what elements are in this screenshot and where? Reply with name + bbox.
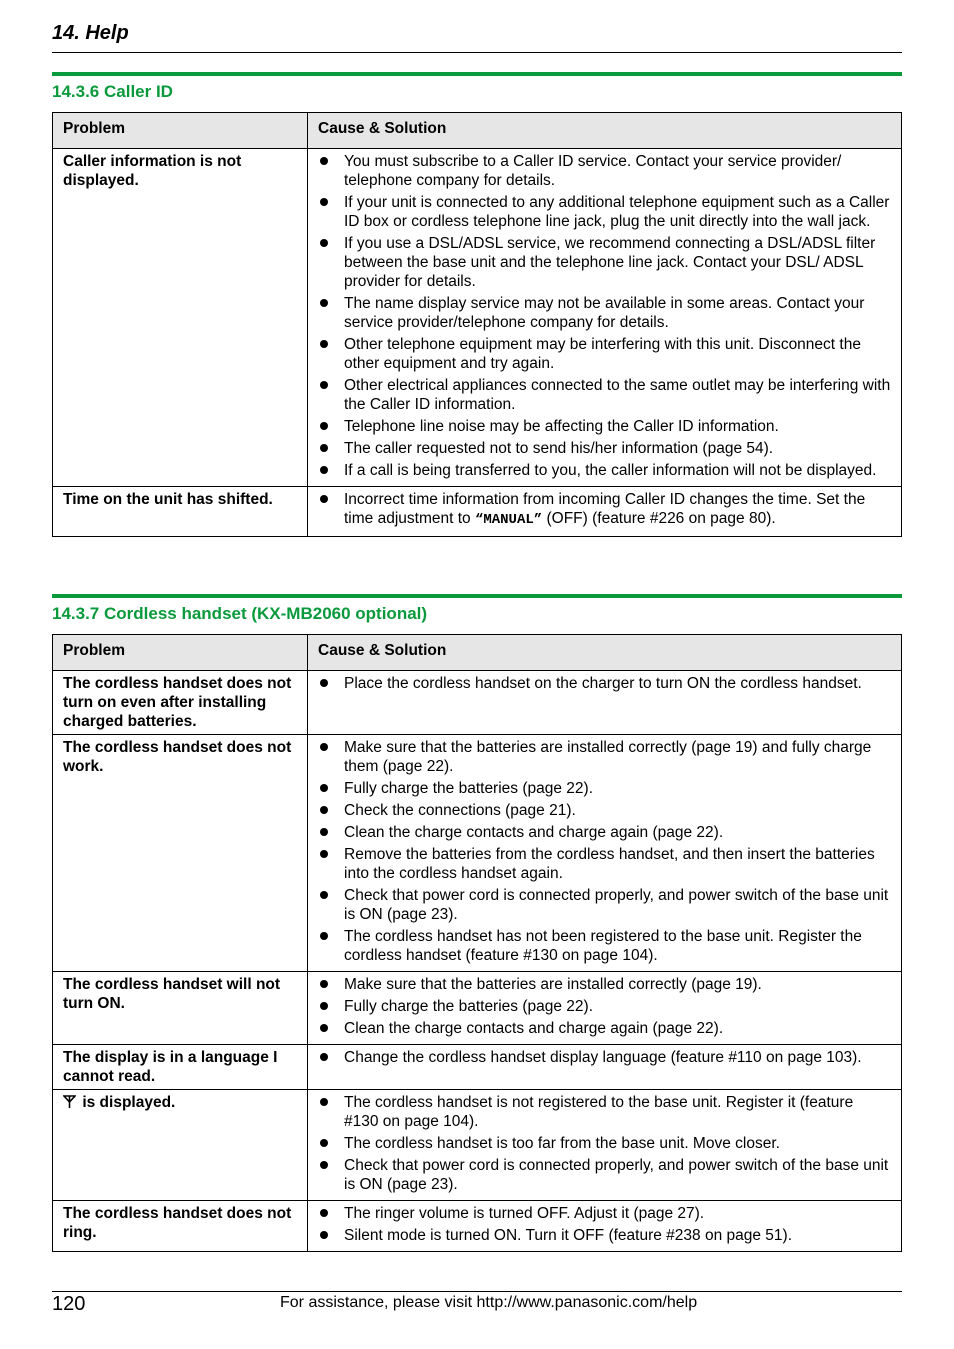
solution-item (318, 490, 891, 530)
solution-cell (308, 149, 902, 487)
solution-list (318, 490, 891, 530)
solution-item: The cordless handset is not registered to the base unit. Register it (feature #130 on page 104). (318, 1093, 891, 1131)
solution-list (318, 1048, 891, 1067)
problem-cell: Caller information is not displayed. (53, 149, 308, 487)
column-header-problem: Problem (53, 635, 308, 671)
solution-item: Change the cordless handset display language (feature #110 on page 103). (318, 1048, 891, 1067)
section-cordless-handset (52, 594, 902, 1252)
solution-text: (OFF) (feature #226 on page 80). (542, 510, 776, 527)
solution-item: If a call is being transferred to you, the caller information will not be displayed. (318, 461, 891, 480)
solution-item: Other telephone equipment may be interfering with this unit. Disconnect the other equipment and try again. (318, 335, 891, 373)
footer-assistance-text: For assistance, please visit http://www.panasonic.com/help (280, 1294, 698, 1311)
solution-item: Check the connections (page 21). (318, 801, 891, 820)
solution-cell (308, 1201, 902, 1252)
solution-list (318, 1204, 891, 1245)
section-bar (52, 594, 902, 598)
solution-item: Check that power cord is connected properly, and power switch of the base unit is ON (page 23). (318, 1156, 891, 1194)
solution-cell (308, 487, 902, 537)
chapter-title: 14. Help (52, 22, 129, 44)
chapter-divider (52, 52, 902, 53)
solution-item: If you use a DSL/ADSL service, we recommend connecting a DSL/ADSL filter between the base unit and the telephone line jack. Contact your DSL/ ADSL provider for details. (318, 234, 891, 291)
section-title: 14.3.6 Caller ID (52, 82, 173, 101)
solution-item: Clean the charge contacts and charge again (page 22). (318, 1019, 891, 1038)
problem-cell: The cordless handset does not work. (53, 735, 308, 972)
column-header-solution: Cause & Solution (308, 113, 902, 149)
table-row (53, 487, 902, 537)
solution-text: Incorrect time information from incoming Caller ID changes the time. Set the time adjustment to (344, 491, 866, 527)
section-title: 14.3.7 Cordless handset (KX-MB2060 optional) (52, 604, 428, 623)
solution-cell (308, 1090, 902, 1201)
solution-item: The ringer volume is turned OFF. Adjust it (page 27). (318, 1204, 891, 1223)
table-row (53, 1090, 902, 1201)
solution-list (318, 674, 891, 693)
table-row (53, 1201, 902, 1252)
manual-mode-label: “MANUAL” (474, 512, 543, 528)
table-header-row (53, 635, 902, 671)
solution-item: Check that power cord is connected properly, and power switch of the base unit is ON (page 23). (318, 886, 891, 924)
solution-list (318, 738, 891, 965)
problem-cell: Time on the unit has shifted. (53, 487, 308, 537)
page-number: 120 (52, 1293, 86, 1315)
table-row (53, 735, 902, 972)
solution-cell (308, 671, 902, 735)
table-header-row (53, 113, 902, 149)
solution-item: You must subscribe to a Caller ID service. Contact your service provider/ telephone company for details. (318, 152, 891, 190)
solution-item: Clean the charge contacts and charge again (page 22). (318, 823, 891, 842)
column-header-solution: Cause & Solution (308, 635, 902, 671)
solution-item: Make sure that the batteries are installed correctly (page 19). (318, 975, 891, 994)
footer-divider (52, 1291, 902, 1292)
solution-item: The cordless handset is too far from the base unit. Move closer. (318, 1134, 891, 1153)
solution-item: Silent mode is turned ON. Turn it OFF (feature #238 on page 51). (318, 1226, 891, 1245)
problem-text: is displayed. (82, 1094, 176, 1111)
problem-cell: The cordless handset does not turn on even after installing charged batteries. (53, 671, 308, 735)
solution-item: If your unit is connected to any additional telephone equipment such as a Caller ID box or cordless telephone line jack, plug the unit directly into the wall jack. (318, 193, 891, 231)
solution-list (318, 975, 891, 1038)
solution-item: Fully charge the batteries (page 22). (318, 997, 891, 1016)
problem-cell: The cordless handset will not turn ON. (53, 972, 308, 1045)
troubleshooting-table (52, 112, 902, 537)
table-row (53, 149, 902, 487)
table-row (53, 972, 902, 1045)
table-row (53, 671, 902, 735)
section-caller-id (52, 72, 902, 537)
antenna-out-of-range-icon (63, 1095, 76, 1114)
solution-cell (308, 1045, 902, 1090)
problem-cell (53, 1090, 308, 1201)
problem-cell: The cordless handset does not ring. (53, 1201, 308, 1252)
solution-item: Remove the batteries from the cordless handset, and then insert the batteries into the cordless handset again. (318, 845, 891, 883)
solution-list (318, 152, 891, 480)
section-bar (52, 72, 902, 76)
column-header-problem: Problem (53, 113, 308, 149)
solution-item: The caller requested not to send his/her information (page 54). (318, 439, 891, 458)
problem-cell: The display is in a language I cannot read. (53, 1045, 308, 1090)
solution-item: Make sure that the batteries are installed correctly (page 19) and fully charge them (page 22). (318, 738, 891, 776)
table-row (53, 1045, 902, 1090)
solution-list (318, 1093, 891, 1194)
solution-item: The cordless handset has not been registered to the base unit. Register the cordless handset (feature #130 on page 104). (318, 927, 891, 965)
solution-item: Place the cordless handset on the charger to turn ON the cordless handset. (318, 674, 891, 693)
solution-cell (308, 735, 902, 972)
solution-item: The name display service may not be available in some areas. Contact your service provider/telephone company for details. (318, 294, 891, 332)
solution-item: Telephone line noise may be affecting the Caller ID information. (318, 417, 891, 436)
troubleshooting-table (52, 634, 902, 1252)
solution-item: Other electrical appliances connected to the same outlet may be interfering with the Caller ID information. (318, 376, 891, 414)
solution-cell (308, 972, 902, 1045)
solution-item: Fully charge the batteries (page 22). (318, 779, 891, 798)
